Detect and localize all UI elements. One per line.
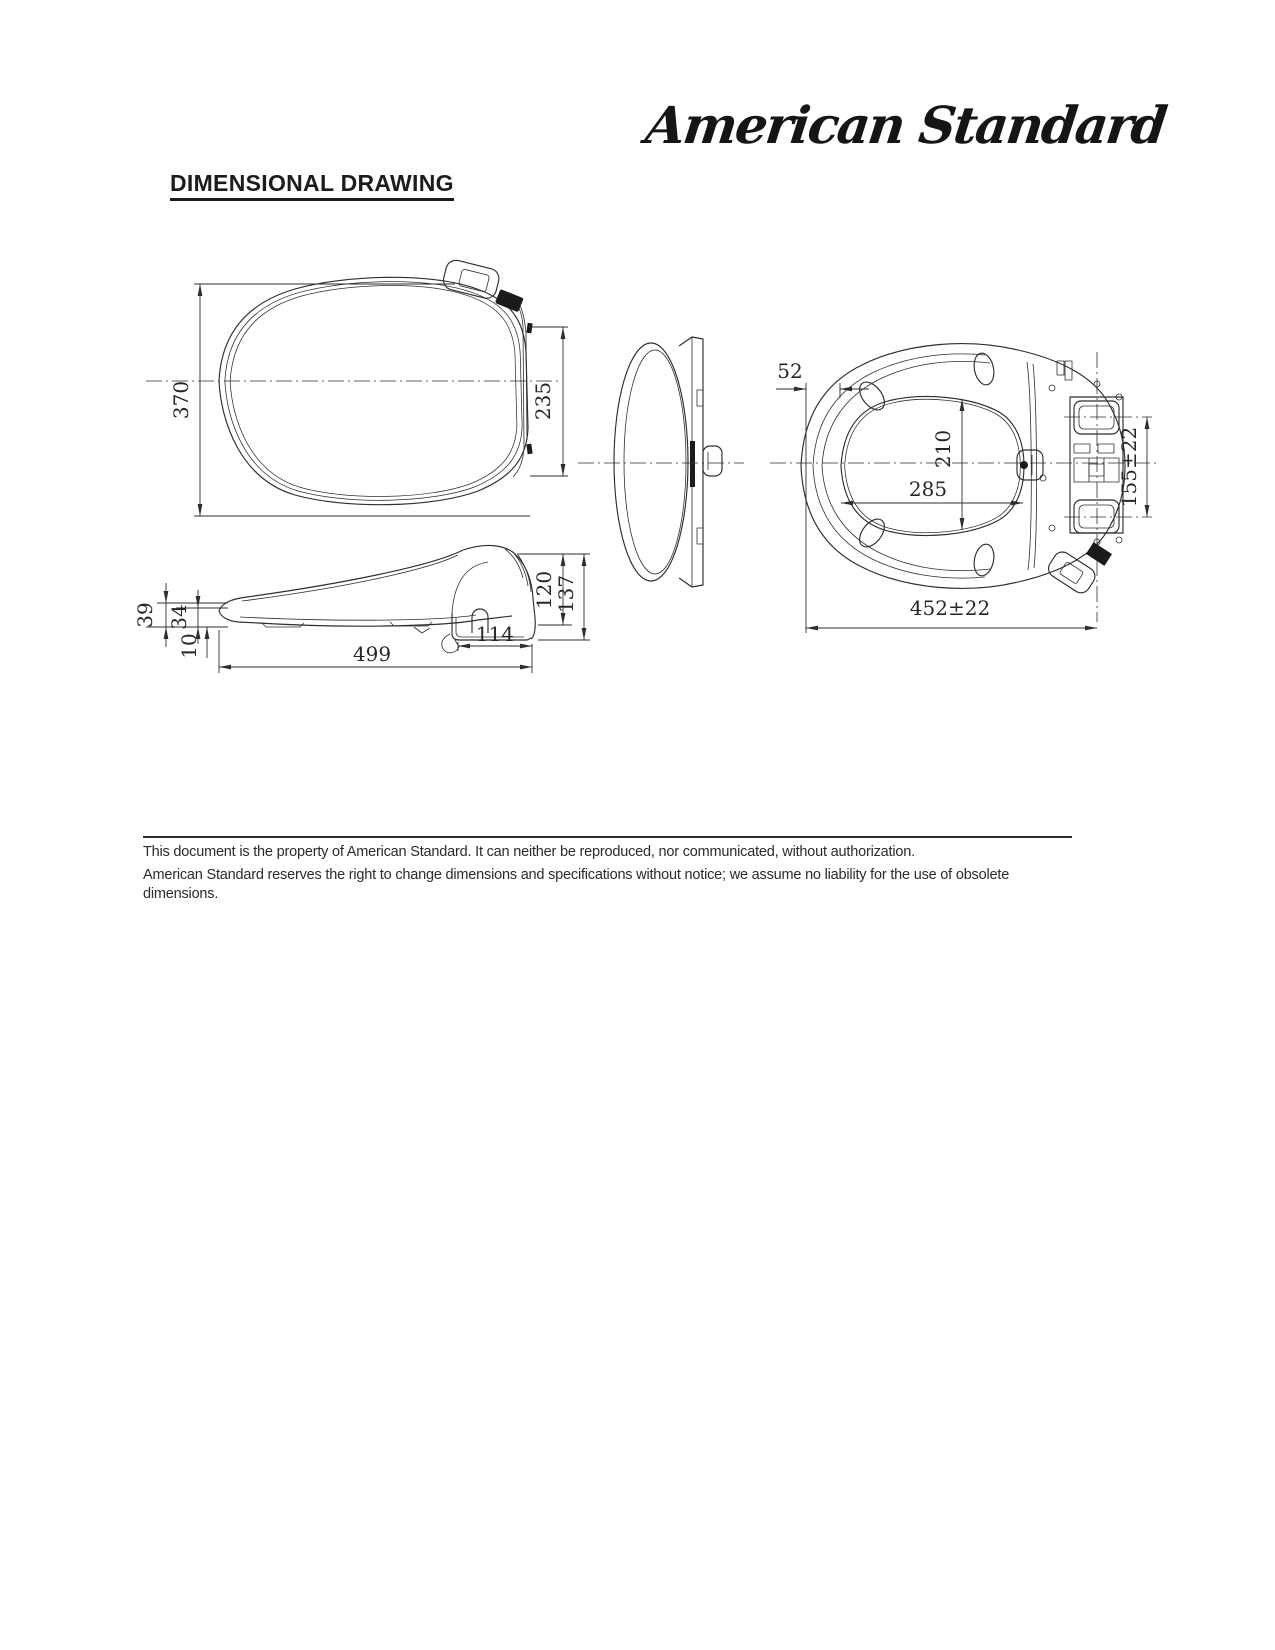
- dim-label-120: 120: [532, 570, 556, 610]
- bumper: [971, 542, 996, 577]
- dim-label-452: 452±22: [909, 596, 991, 620]
- footer-divider: [143, 836, 1072, 838]
- dim-label-52: 52: [777, 359, 803, 383]
- front-view-drawing: [578, 337, 744, 587]
- dim-label-10: 10: [177, 633, 201, 659]
- side-view-drawing: [133, 545, 590, 673]
- dim-label-114: 114: [475, 622, 515, 646]
- dim-label-285: 285: [908, 477, 948, 501]
- side-knob: [1017, 450, 1043, 480]
- dim-label-34: 34: [167, 604, 191, 630]
- side-profile-top: [219, 550, 463, 611]
- dim-label-39: 39: [133, 602, 157, 628]
- dim-285: [841, 477, 1023, 503]
- bumper: [855, 378, 890, 415]
- american-standard-logo: American Standard: [642, 96, 1169, 156]
- dimensional-drawing: [0, 0, 1275, 700]
- side-hook: [442, 634, 459, 653]
- hinge-knob: [703, 446, 722, 476]
- page-title: DIMENSIONAL DRAWING: [170, 170, 454, 201]
- dim-52: [776, 359, 869, 633]
- dim-label-210: 210: [931, 429, 955, 469]
- dim-label-235: 235: [531, 381, 555, 421]
- dim-10: [177, 627, 207, 659]
- dim-label-155: 155±22: [1117, 426, 1141, 508]
- seat-bottom-outline: [801, 344, 1125, 589]
- dim-label-370: 370: [169, 380, 193, 420]
- front-profile: [614, 343, 688, 581]
- latch-button: [1086, 542, 1112, 566]
- dim-452: [806, 596, 1097, 628]
- dim-235: [527, 327, 568, 476]
- dim-label-499: 499: [352, 642, 392, 666]
- dim-155: [1117, 417, 1147, 517]
- bumper: [855, 515, 890, 552]
- dim-210: [931, 399, 962, 530]
- footer-property-notice: This document is the property of American Standard. It can neither be reproduced, nor communicated, without authorization.: [143, 844, 915, 860]
- lid-outline: [219, 277, 528, 504]
- dim-label-137: 137: [554, 574, 578, 614]
- lid-latch: [441, 258, 501, 300]
- bumper: [971, 351, 996, 386]
- bottom-view-drawing: [770, 344, 1160, 633]
- dim-114: [458, 622, 532, 651]
- footer-liability-notice: American Standard reserves the right to change dimensions and specifications without notice; we assume no liability for the use of obsolete dimensions.: [143, 867, 1010, 902]
- top-view-drawing: [146, 258, 568, 516]
